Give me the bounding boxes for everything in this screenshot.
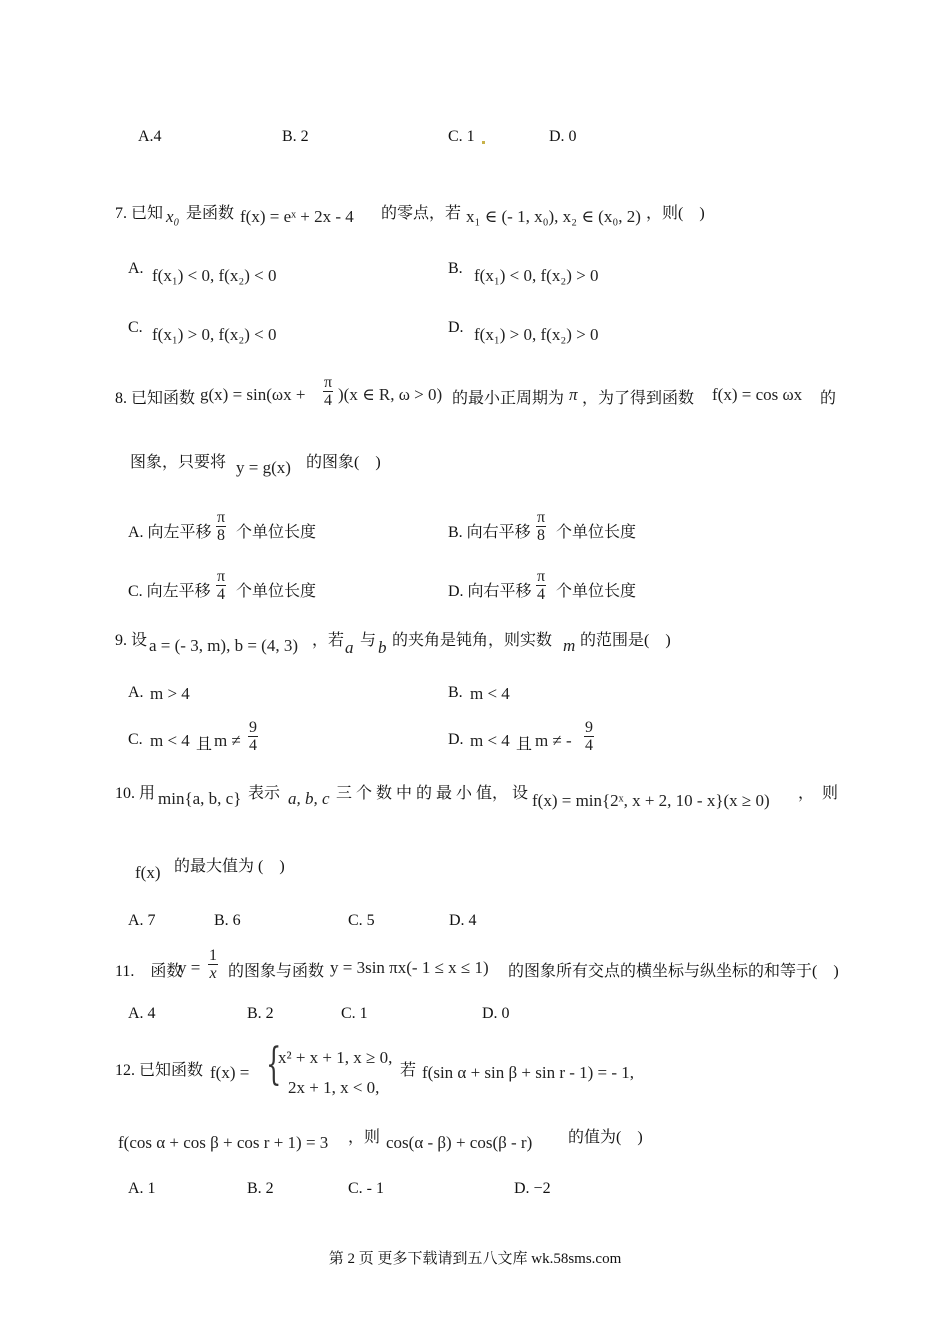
q11-y2: y = 3sin πx(- 1 ≤ x ≤ 1) (330, 958, 489, 977)
q9-option-c-m2: m ≠ (214, 731, 241, 750)
q12-option-a: A. 1 (128, 1180, 156, 1197)
q10-fx: f(x) (135, 863, 161, 882)
q9-option-c-m: m < 4 (150, 731, 190, 750)
q7-option-c: f(x₁) > 0, f(x₂) < 0 (152, 325, 277, 344)
q6-option-c: C. 1 (448, 128, 475, 145)
q9-yu: 与 (360, 632, 377, 649)
q9-a: a (345, 638, 354, 657)
q8-g-fraction-den: 4 (324, 392, 333, 409)
q12-option-c: C. - 1 (348, 1180, 384, 1197)
q7-stem: 7. 已知 (115, 205, 164, 222)
q10-option-a: A. 7 (128, 912, 156, 929)
q8-option-c-fraction (216, 568, 226, 603)
q6-option-d: D. 0 (549, 128, 577, 145)
q9-c-num: 9 (249, 719, 257, 736)
q12-option-b: B. 2 (247, 1180, 274, 1197)
q7-option-a: f(x₁) < 0, f(x₂) < 0 (152, 266, 277, 285)
q7-option-a-label: A. (128, 260, 144, 277)
q10-stem: 10. 用 (115, 785, 156, 802)
q8-pi: π (569, 385, 578, 404)
q12-ruo: 若 (400, 1062, 417, 1079)
q11-mid: 的图象与函数 (228, 963, 325, 980)
q8-option-c: C. 向左平移 (128, 583, 211, 600)
q8-period-text: 的最小正周期为 (452, 390, 565, 407)
q7-zero-text: 的零点，若 (381, 205, 462, 222)
q9-c-den: 4 (249, 737, 257, 754)
q7-option-c-label: C. (128, 319, 143, 336)
q8-c-den: 4 (217, 586, 226, 603)
q7-option-d-label: D. (448, 319, 464, 336)
q8-option-b-fraction (536, 509, 546, 544)
q12-case2: 2x + 1, x < 0, (288, 1078, 380, 1097)
q8-b-den: 8 (537, 527, 546, 544)
q12-fx: f(x) = (210, 1063, 250, 1082)
q7-then: ，则( ) (646, 205, 705, 222)
q9-option-d-qie: 且 (516, 736, 533, 753)
q12-expr: cos(α - β) + cos(β - r) (386, 1133, 533, 1152)
q7-option-b: f(x₁) < 0, f(x₂) > 0 (474, 266, 599, 285)
q8-option-a: A. 向左平移 (128, 524, 212, 541)
q6-option-b: B. 2 (282, 128, 309, 145)
q7-option-d: f(x₁) > 0, f(x₂) > 0 (474, 325, 599, 344)
q8-g-left: g(x) = sin(ωx + (200, 385, 306, 404)
q8-f: f(x) = cos ωx (712, 385, 803, 404)
q8-g-right: )(x ∈ R, ω > 0) (338, 385, 443, 404)
q10-function: f(x) = min{2ˣ, x + 2, 10 - x}(x ≥ 0) (532, 791, 770, 810)
q9-m: m (563, 636, 576, 655)
q9-option-d-m2: m ≠ - (535, 731, 572, 750)
q11-option-b: B. 2 (247, 1005, 274, 1022)
q9-option-d-m: m < 4 (470, 731, 510, 750)
q12-ze: ，则 (348, 1129, 381, 1146)
q12-stem: 12. 已知函数 (115, 1062, 204, 1079)
q11-num: 1 (209, 947, 217, 964)
q7-option-b-label: B. (448, 260, 463, 277)
q10-ze: ， 则 (798, 785, 839, 802)
q9-vectors: a = (- 3, m), b = (4, 3) (149, 636, 298, 655)
q9-stem: 9. 设 (115, 632, 148, 649)
q8-g-fraction (323, 374, 333, 409)
q12-case1: x² + x + 1, x ≥ 0, (278, 1048, 393, 1067)
q12-cond2: f(cos α + cos β + cos r + 1) = 3 (118, 1133, 329, 1152)
q10-biaoshi: 表示 (248, 785, 281, 802)
q8-a-num: π (217, 509, 226, 526)
q8-option-a-fraction (216, 509, 226, 544)
q12-cond1: f(sin α + sin β + sin r - 1) = - 1, (422, 1063, 635, 1082)
q8-c-num: π (217, 568, 226, 585)
q8-b-num: π (537, 509, 546, 526)
q8-y: y = g(x) (236, 458, 291, 477)
q8-de: 的 (820, 390, 837, 407)
q10-rest: 三 个 数 中 的 最 小 值， 设 (336, 785, 529, 802)
q8-option-d-fraction (536, 568, 546, 603)
q10-option-b: B. 6 (214, 912, 241, 929)
q8-line2-b: 的图象( ) (306, 454, 381, 471)
q9-option-b-label: B. (448, 684, 463, 701)
page-footer: 第 2 页 更多下载请到五八文库 wk.58sms.com (328, 1251, 622, 1267)
q12-option-d: D. −2 (514, 1180, 551, 1197)
q9-option-d-label: D. (448, 731, 464, 748)
q8-g-fraction-num: π (324, 374, 333, 391)
q12-left-brace: { (266, 1039, 282, 1090)
q11-option-d: D. 0 (482, 1005, 510, 1022)
q8-to-get: ，为了得到函数 (582, 390, 695, 407)
q9-end: 的范围是( ) (580, 632, 671, 649)
q7-condition: x₁ ∈ (- 1, x₀), x₂ ∈ (x₀, 2) (466, 207, 641, 226)
q7-function: f(x) = eˣ + 2x - 4 (240, 207, 354, 226)
q12-end: 的值为( ) (568, 1129, 643, 1146)
q9-option-c-qie: 且 (196, 736, 213, 753)
q9-rest: 的夹角是钝角，则实数 (392, 632, 553, 649)
q9-option-d-fraction (584, 719, 594, 754)
q8-a-den: 8 (217, 527, 226, 544)
q11-option-c: C. 1 (341, 1005, 368, 1022)
q8-option-a-unit: 个单位长度 (236, 524, 317, 541)
q7-is-fn: 是函数 (186, 205, 235, 222)
q6-option-a: A.4 (138, 128, 162, 145)
q10-option-c: C. 5 (348, 912, 375, 929)
q9-option-b: m < 4 (470, 684, 510, 703)
q11-y: y = (178, 958, 201, 977)
q9-d-den: 4 (585, 737, 593, 754)
q9-ruo: ，若 (312, 632, 345, 649)
q8-stem: 8. 已知函数 (115, 390, 196, 407)
q10-option-d: D. 4 (449, 912, 477, 929)
q8-option-b: B. 向右平移 (448, 524, 531, 541)
q9-option-c-label: C. (128, 731, 143, 748)
q9-option-c-fraction (248, 719, 258, 754)
q8-d-den: 4 (537, 586, 546, 603)
q9-option-a-label: A. (128, 684, 144, 701)
q11-den: x (209, 965, 217, 982)
q8-line2-a: 图象，只要将 (130, 454, 227, 471)
speck-mark (482, 141, 485, 144)
q7-x0: x₀ (166, 207, 180, 226)
q8-option-b-unit: 个单位长度 (556, 524, 637, 541)
q8-d-num: π (537, 568, 546, 585)
q10-abc: a, b, c (288, 789, 330, 808)
q8-option-d-unit: 个单位长度 (556, 583, 637, 600)
q10-max: 的最大值为 ( ) (174, 858, 285, 875)
q11-fraction (208, 947, 218, 982)
q9-d-num: 9 (585, 719, 593, 736)
q11-stem: 11. 函数 (115, 963, 183, 980)
q9-option-a: m > 4 (150, 684, 190, 703)
q8-option-d: D. 向右平移 (448, 583, 532, 600)
q11-option-a: A. 4 (128, 1005, 156, 1022)
q10-min: min{a, b, c} (158, 789, 242, 808)
q9-b: b (378, 638, 387, 657)
q8-option-c-unit: 个单位长度 (236, 583, 317, 600)
q11-rest: 的图象所有交点的横坐标与纵坐标的和等于( ) (508, 963, 839, 980)
